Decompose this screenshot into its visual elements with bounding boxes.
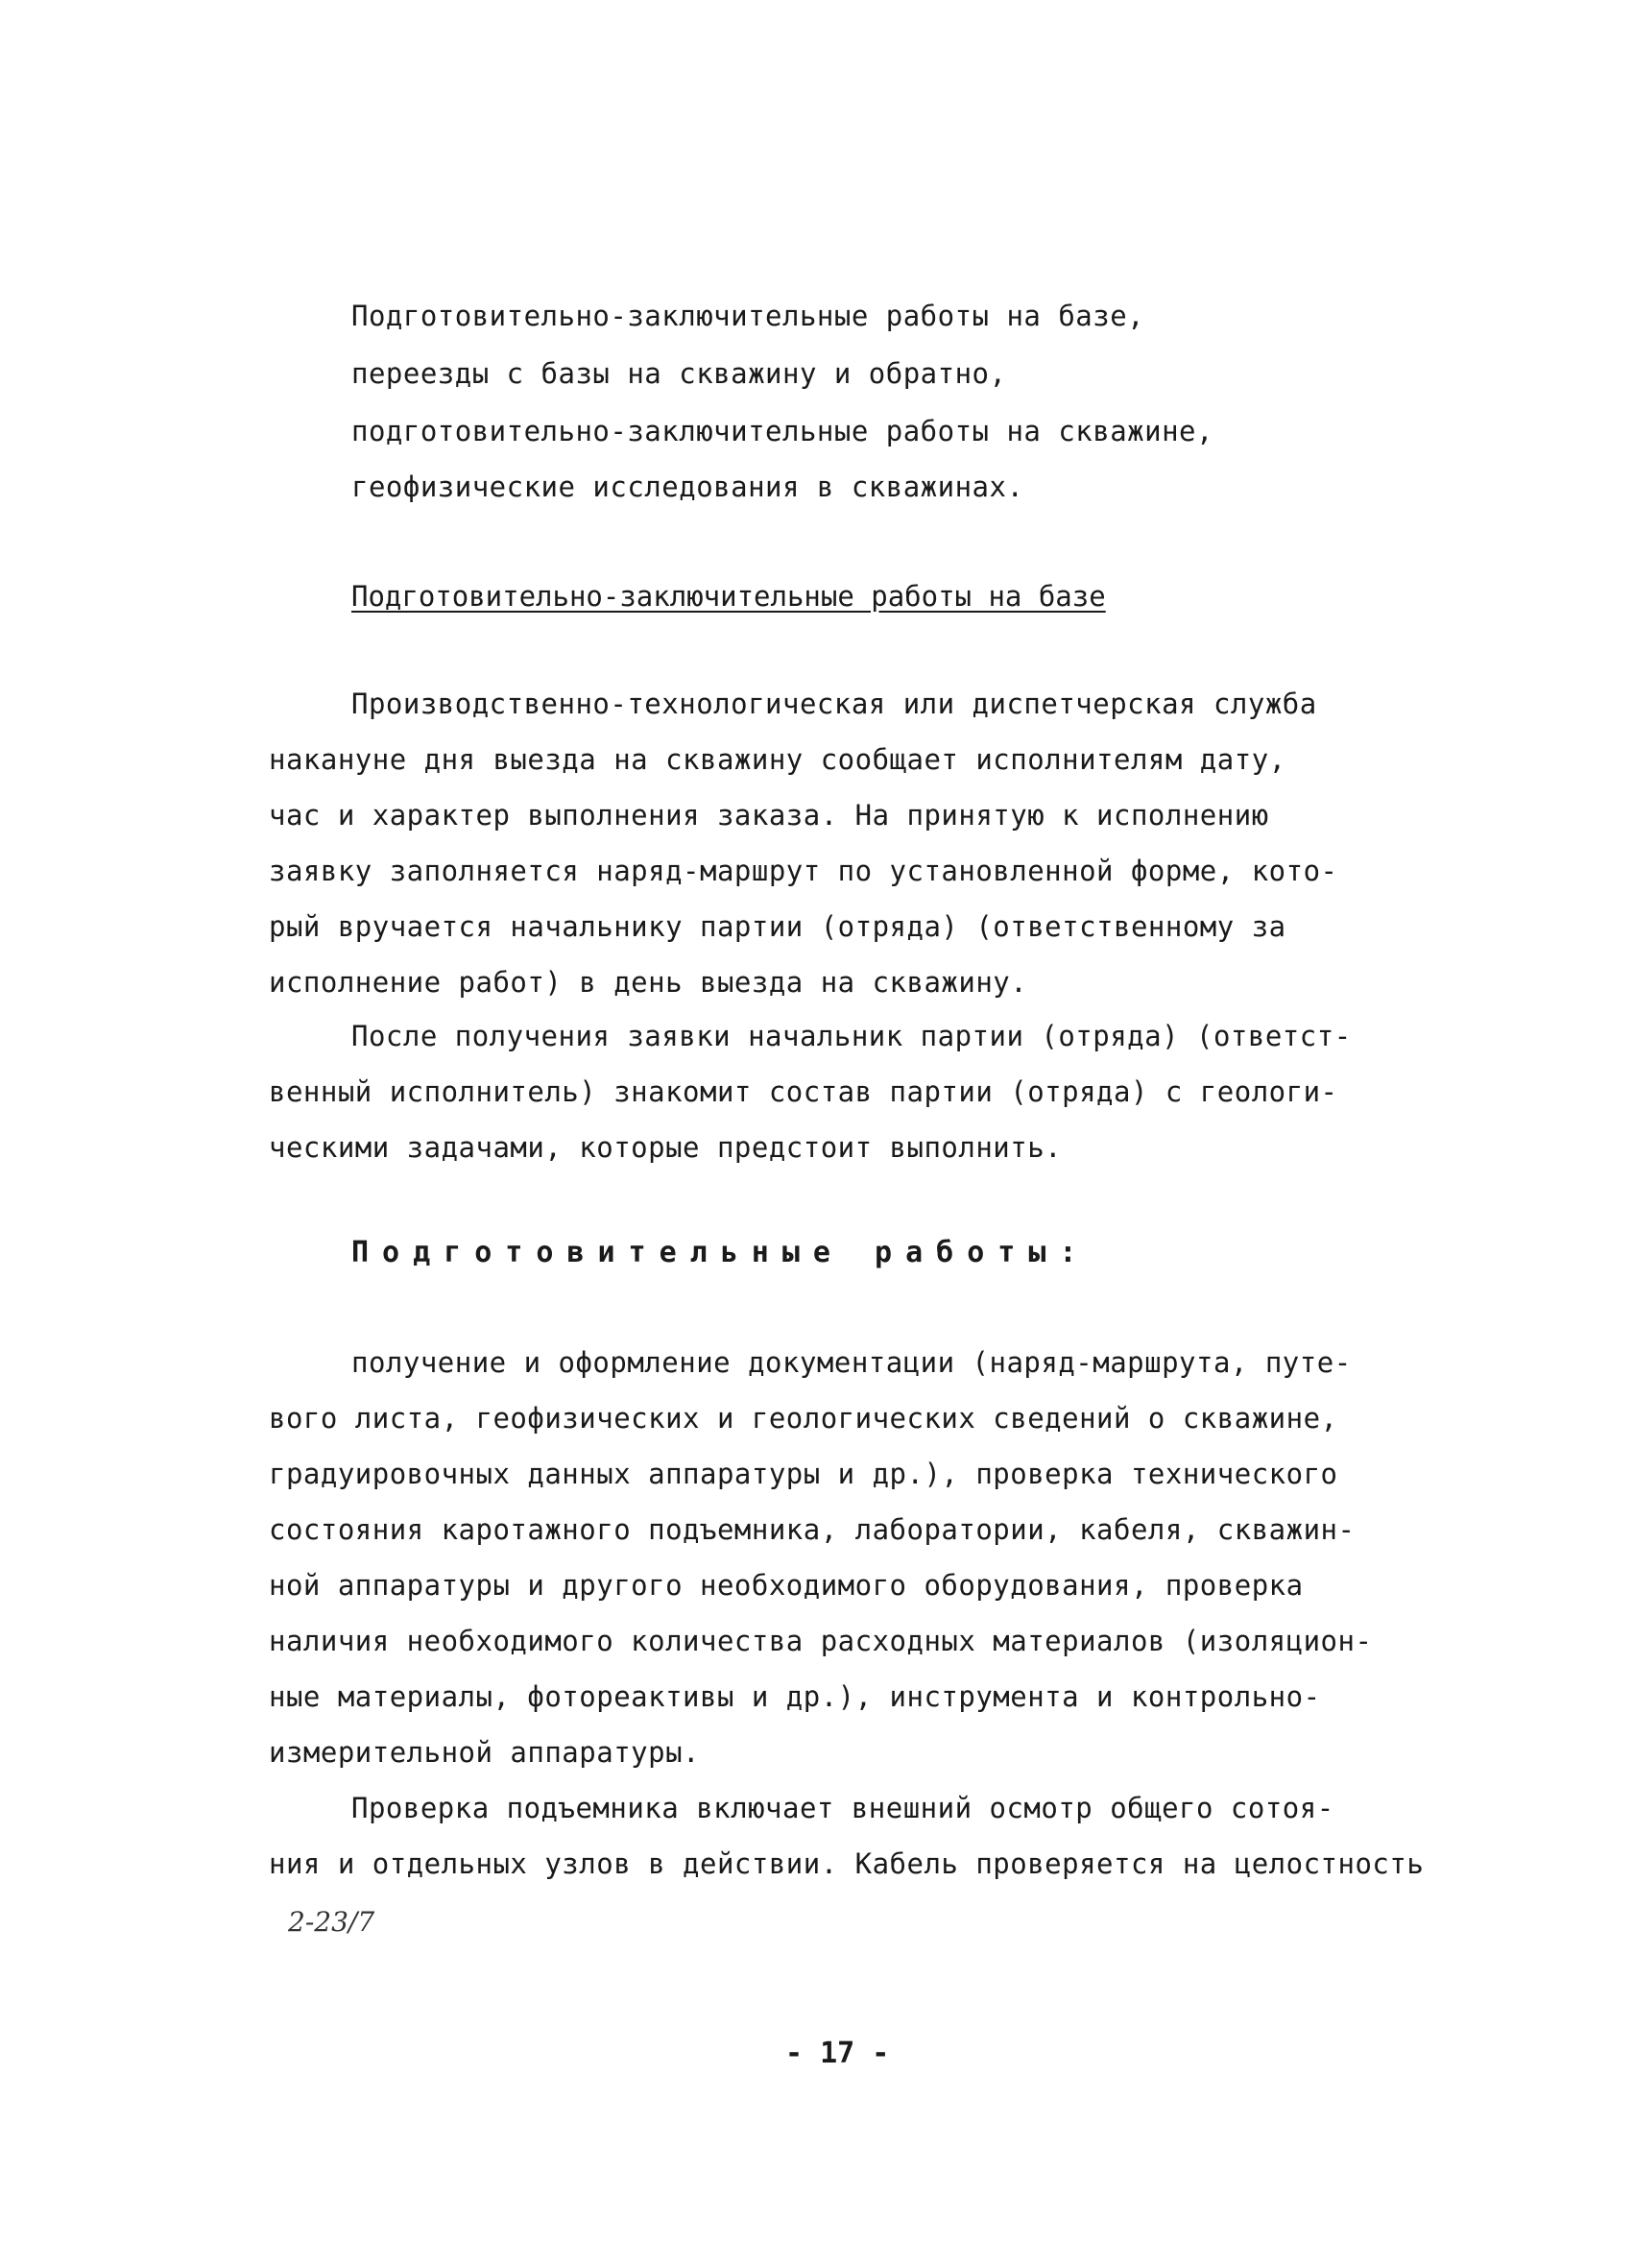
paragraph-line: венный исполнитель) знакомит состав партии (отряда) с геологи- (269, 1075, 1338, 1108)
subheading: Подготовительные работы: (351, 1236, 1091, 1269)
paragraph-line: состояния каротажного подъемника, лаборатории, кабеля, скважин- (269, 1513, 1356, 1546)
paragraph-line: ния и отдельных узлов в действии. Кабель проверяется на целостность (269, 1847, 1425, 1880)
intro-line: переезды с базы на скважину и обратно, (351, 357, 1007, 390)
paragraph-line: исполнение работ) в день выезда на скважину. (269, 966, 1028, 999)
paragraph-line: градуировочных данных аппаратуры и др.), проверка технического (269, 1458, 1338, 1490)
section-heading: Подготовительно-заключительные работы на базе (351, 580, 1106, 613)
intro-line: подготовительно-заключительные работы на скважине, (351, 415, 1213, 447)
page-number: - 17 - (785, 2037, 890, 2070)
paragraph-line: рый вручается начальнику партии (отряда) (ответственному за (269, 910, 1286, 943)
paragraph-line: вого листа, геофизических и геологических сведений о скважине, (269, 1402, 1338, 1435)
paragraph-line: наличия необходимого количества расходных материалов (изоляцион- (269, 1625, 1373, 1657)
handwritten-note: 2-23/7 (288, 1906, 375, 1938)
intro-line: Подготовительно-заключительные работы на базе, (351, 300, 1145, 332)
paragraph-line: получение и оформление документации (наряд-маршрута, путе- (351, 1346, 1352, 1379)
paragraph-line: Производственно-технологическая или диспетчерская служба (351, 688, 1317, 720)
paragraph-line: час и характер выполнения заказа. На принятую к исполнению (269, 799, 1269, 832)
paragraph-line: ные материалы, фотореактивы и др.), инструмента и контрольно- (269, 1680, 1321, 1713)
paragraph-line: После получения заявки начальник партии (отряда) (ответст- (351, 1020, 1352, 1052)
paragraph-line: заявку заполняется наряд-маршрут по установленной форме, кото- (269, 855, 1338, 887)
paragraph-line: измерительной аппаратуры. (269, 1736, 700, 1769)
paragraph-line: ческими задачами, которые предстоит выполнить. (269, 1131, 1063, 1164)
paragraph-line: Проверка подъемника включает внешний осмотр общего сотоя- (351, 1792, 1334, 1824)
paragraph-line: ной аппаратуры и другого необходимого оборудования, проверка (269, 1569, 1304, 1602)
intro-line: геофизические исследования в скважинах. (351, 470, 1024, 503)
paragraph-line: накануне дня выезда на скважину сообщает исполнителям дату, (269, 743, 1286, 776)
